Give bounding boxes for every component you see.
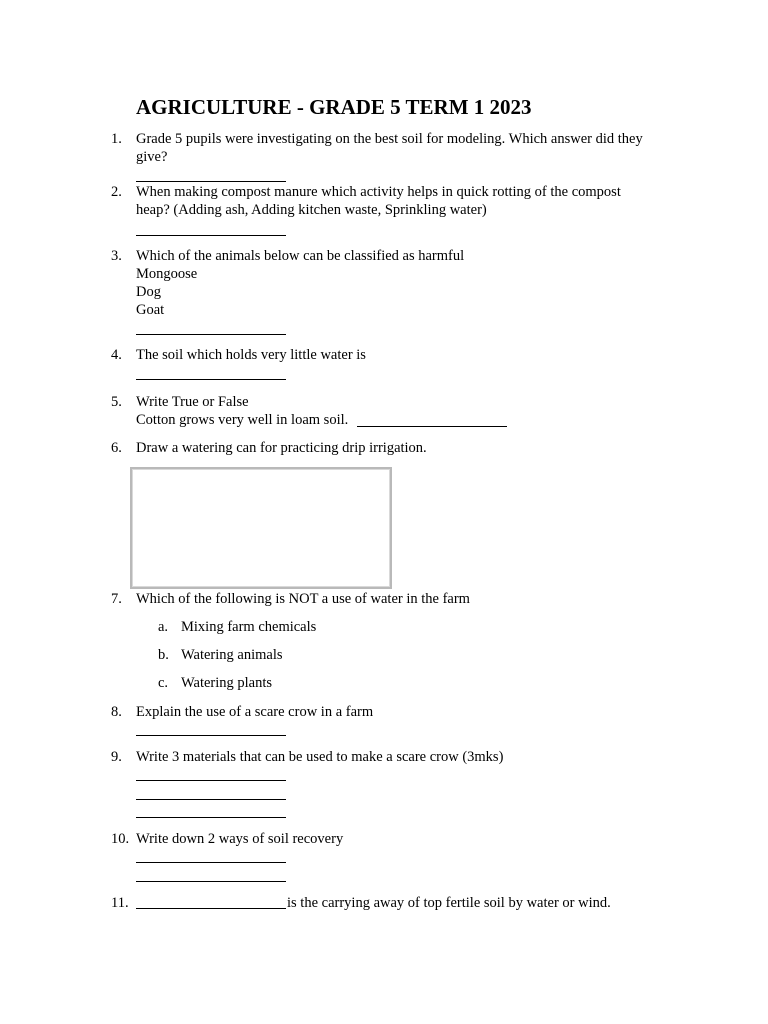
question-3-text: Which of the animals below can be classified as harmful: [136, 248, 465, 264]
question-5-answer-line[interactable]: [357, 426, 507, 427]
question-2-text: When making compost manure which activity helps in quick rotting of the compost: [136, 184, 621, 200]
question-10-answer-line-2[interactable]: [136, 881, 286, 882]
question-7-number: 7.: [111, 591, 122, 607]
question-9-answer-line-2[interactable]: [136, 799, 286, 800]
question-3-option-dog: Dog: [136, 284, 161, 300]
question-1-text: Grade 5 pupils were investigating on the best soil for modeling. Which answer did they: [136, 131, 643, 147]
question-3-option-mongoose: Mongoose: [136, 266, 198, 282]
question-7-option-c-letter: c.: [158, 675, 169, 691]
question-9-number: 9.: [111, 749, 122, 765]
question-9-text: Write 3 materials that can be used to make a scare crow (3mks): [136, 749, 504, 765]
question-7-option-c[interactable]: Watering plants: [181, 675, 273, 691]
question-5-number: 5.: [111, 394, 122, 410]
question-3-number: 3.: [111, 248, 122, 264]
question-11-text: is the carrying away of top fertile soil by water or wind.: [287, 895, 611, 911]
question-11-answer-line[interactable]: [136, 908, 286, 909]
page-title: AGRICULTURE - GRADE 5 TERM 1 2023: [136, 95, 532, 119]
question-7-option-a-letter: a.: [158, 619, 169, 635]
question-9-answer-line-1[interactable]: [136, 780, 286, 781]
question-6-text: Draw a watering can for practicing drip irrigation.: [136, 440, 427, 456]
question-5-text: Write True or False: [136, 394, 249, 410]
question-2-text-cont: heap? (Adding ash, Adding kitchen waste, Sprinkling water): [136, 202, 487, 218]
question-6-number: 6.: [111, 440, 122, 456]
question-4-text: The soil which holds very little water is: [136, 347, 366, 363]
question-1-answer-line[interactable]: [136, 181, 286, 182]
question-4-number: 4.: [111, 347, 122, 363]
question-10-answer-line-1[interactable]: [136, 862, 286, 863]
question-10-text: Write down 2 ways of soil recovery: [136, 831, 344, 847]
question-7-option-b-letter: b.: [158, 647, 169, 663]
question-1-number: 1.: [111, 131, 122, 147]
question-5-statement: Cotton grows very well in loam soil.: [136, 412, 349, 428]
question-8-answer-line[interactable]: [136, 735, 286, 736]
question-3-option-goat: Goat: [136, 302, 165, 318]
question-2-number: 2.: [111, 184, 122, 200]
question-2-answer-line[interactable]: [136, 235, 286, 236]
question-7-option-a[interactable]: Mixing farm chemicals: [181, 619, 317, 635]
question-7-text: Which of the following is NOT a use of water in the farm: [136, 591, 470, 607]
question-8-number: 8.: [111, 704, 122, 720]
question-11-number: 11.: [111, 895, 129, 911]
question-1-text-cont: give?: [136, 149, 168, 165]
question-10-number: 10.: [111, 831, 130, 847]
question-8-text: Explain the use of a scare crow in a farm: [136, 704, 374, 720]
question-4-answer-line[interactable]: [136, 379, 286, 380]
drawing-box[interactable]: [130, 467, 392, 589]
question-9-answer-line-3[interactable]: [136, 817, 286, 818]
question-7-option-b[interactable]: Watering animals: [181, 647, 283, 663]
question-3-answer-line[interactable]: [136, 334, 286, 335]
